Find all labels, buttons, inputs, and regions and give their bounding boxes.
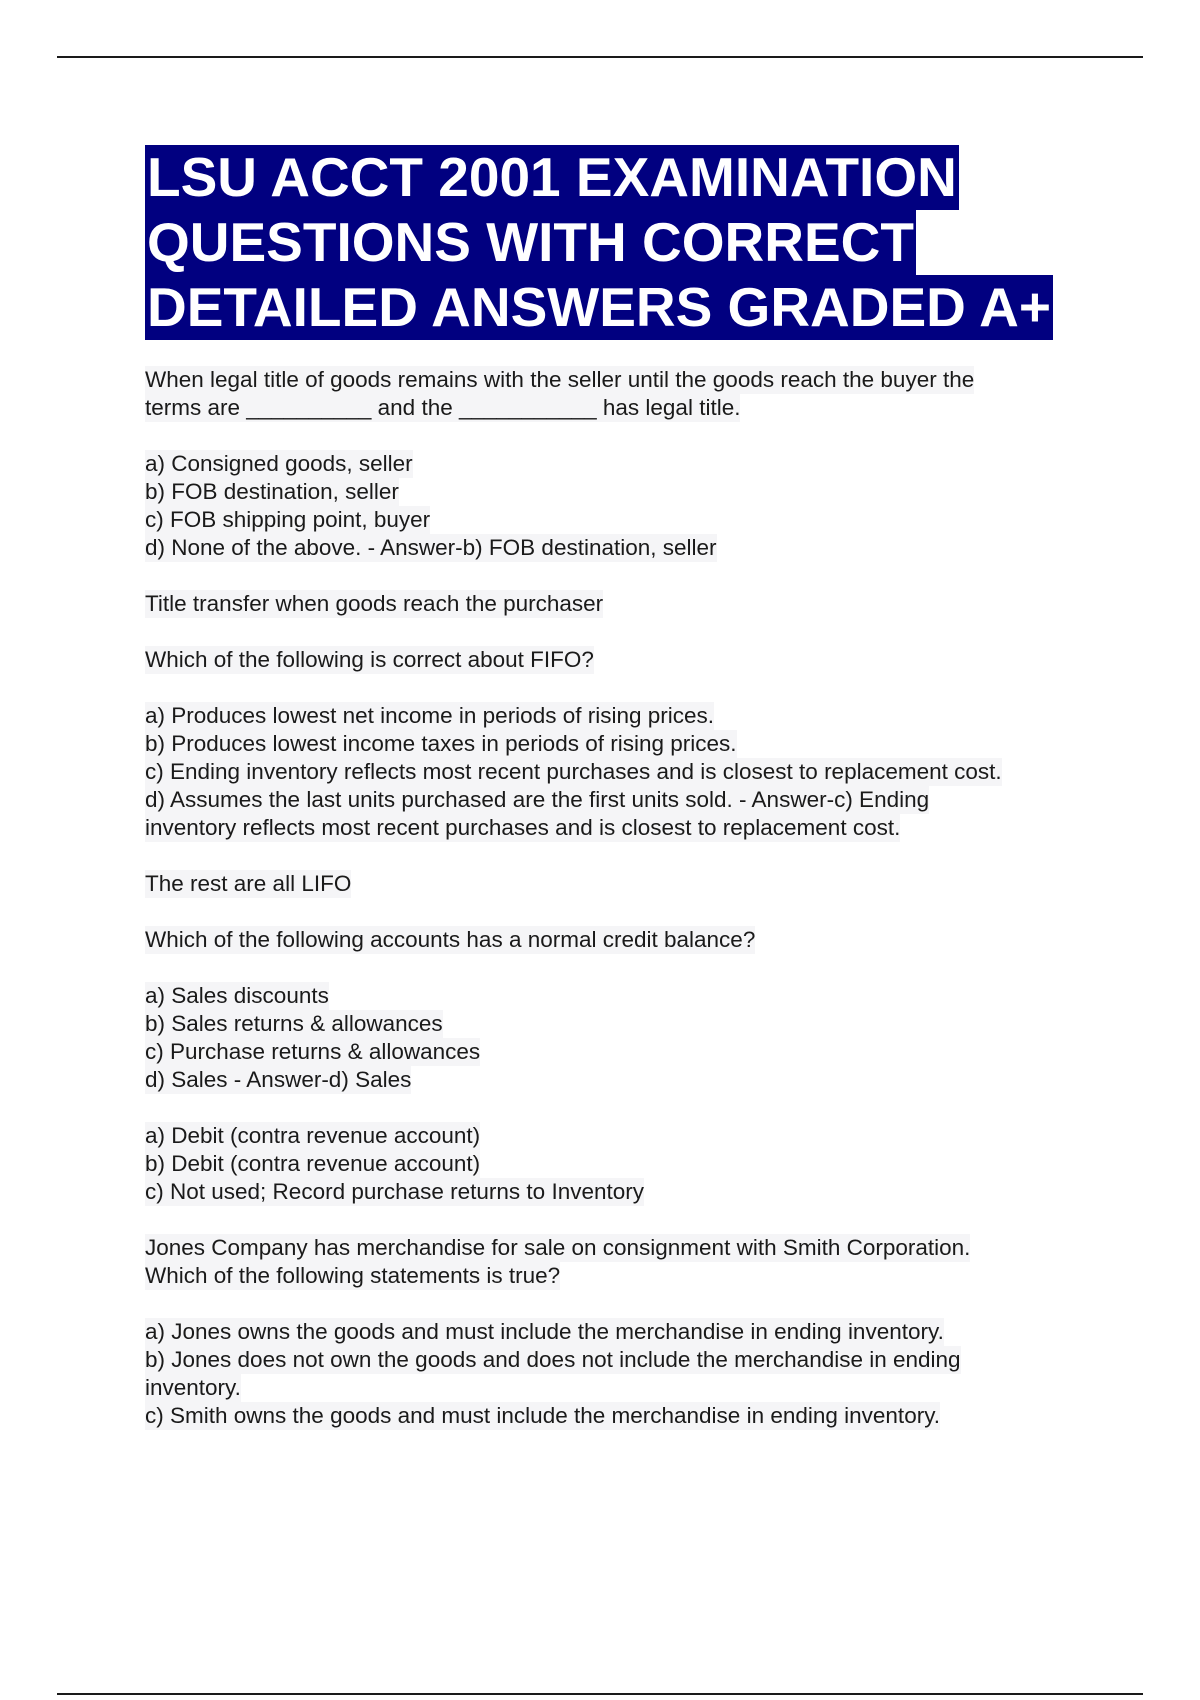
text-line: a) Jones owns the goods and must include the merchandise in ending inventory. (145, 1319, 944, 1344)
text-line: d) Assumes the last units purchased are the first units sold. - Answer-c) Ending (145, 787, 930, 812)
text-line: c) Not used; Record purchase returns to Inventory (145, 1179, 644, 1204)
text-line: When legal title of goods remains with the seller until the goods reach the buyer the (145, 367, 975, 392)
text-line: inventory. (145, 1375, 241, 1400)
paragraph (145, 870, 1075, 898)
text-line: a) Debit (contra revenue account) (145, 1123, 481, 1148)
text-line: b) Jones does not own the goods and does not include the merchandise in ending (145, 1347, 961, 1372)
text-line: a) Produces lowest net income in periods of rising prices. (145, 703, 715, 728)
title-line: DETAILED ANSWERS GRADED A+ (147, 276, 1051, 338)
paragraph (145, 1318, 1075, 1430)
text-line: a) Consigned goods, seller (145, 451, 413, 476)
paragraph (145, 702, 1075, 842)
text-line: d) None of the above. - Answer-b) FOB destination, seller (145, 535, 717, 560)
paragraph (145, 1234, 1075, 1290)
text-line: The rest are all LIFO (145, 871, 352, 896)
paragraph (145, 646, 1075, 674)
document-title (145, 145, 1095, 340)
text-line: c) Ending inventory reflects most recent purchases and is closest to replacement cost. (145, 759, 1002, 784)
text-line: a) Sales discounts (145, 983, 329, 1008)
top-rule (57, 56, 1143, 58)
text-line: b) Debit (contra revenue account) (145, 1151, 481, 1176)
text-line: c) FOB shipping point, buyer (145, 507, 431, 532)
paragraph (145, 366, 1075, 422)
text-line: d) Sales - Answer-d) Sales (145, 1067, 412, 1092)
paragraph (145, 926, 1075, 954)
paragraph (145, 1122, 1075, 1206)
title-line: LSU ACCT 2001 EXAMINATION (147, 146, 957, 208)
text-line: Which of the following statements is true? (145, 1263, 561, 1288)
text-line: Jones Company has merchandise for sale on consignment with Smith Corporation. (145, 1235, 971, 1260)
paragraph (145, 450, 1075, 562)
text-line: b) FOB destination, seller (145, 479, 399, 504)
text-line: b) Sales returns & allowances (145, 1011, 443, 1036)
paragraph (145, 982, 1075, 1094)
bottom-rule (57, 1693, 1143, 1695)
document-body (145, 366, 1075, 1458)
text-line: terms are __________ and the ___________ has legal title. (145, 395, 741, 420)
text-line: Which of the following is correct about FIFO? (145, 647, 594, 672)
title-line: QUESTIONS WITH CORRECT (147, 211, 914, 273)
text-line: inventory reflects most recent purchases and is closest to replacement cost. (145, 815, 901, 840)
paragraph (145, 590, 1075, 618)
text-line: Title transfer when goods reach the purchaser (145, 591, 604, 616)
text-line: c) Purchase returns & allowances (145, 1039, 481, 1064)
text-line: b) Produces lowest income taxes in periods of rising prices. (145, 731, 737, 756)
text-line: Which of the following accounts has a normal credit balance? (145, 927, 756, 952)
text-line: c) Smith owns the goods and must include the merchandise in ending inventory. (145, 1403, 941, 1428)
